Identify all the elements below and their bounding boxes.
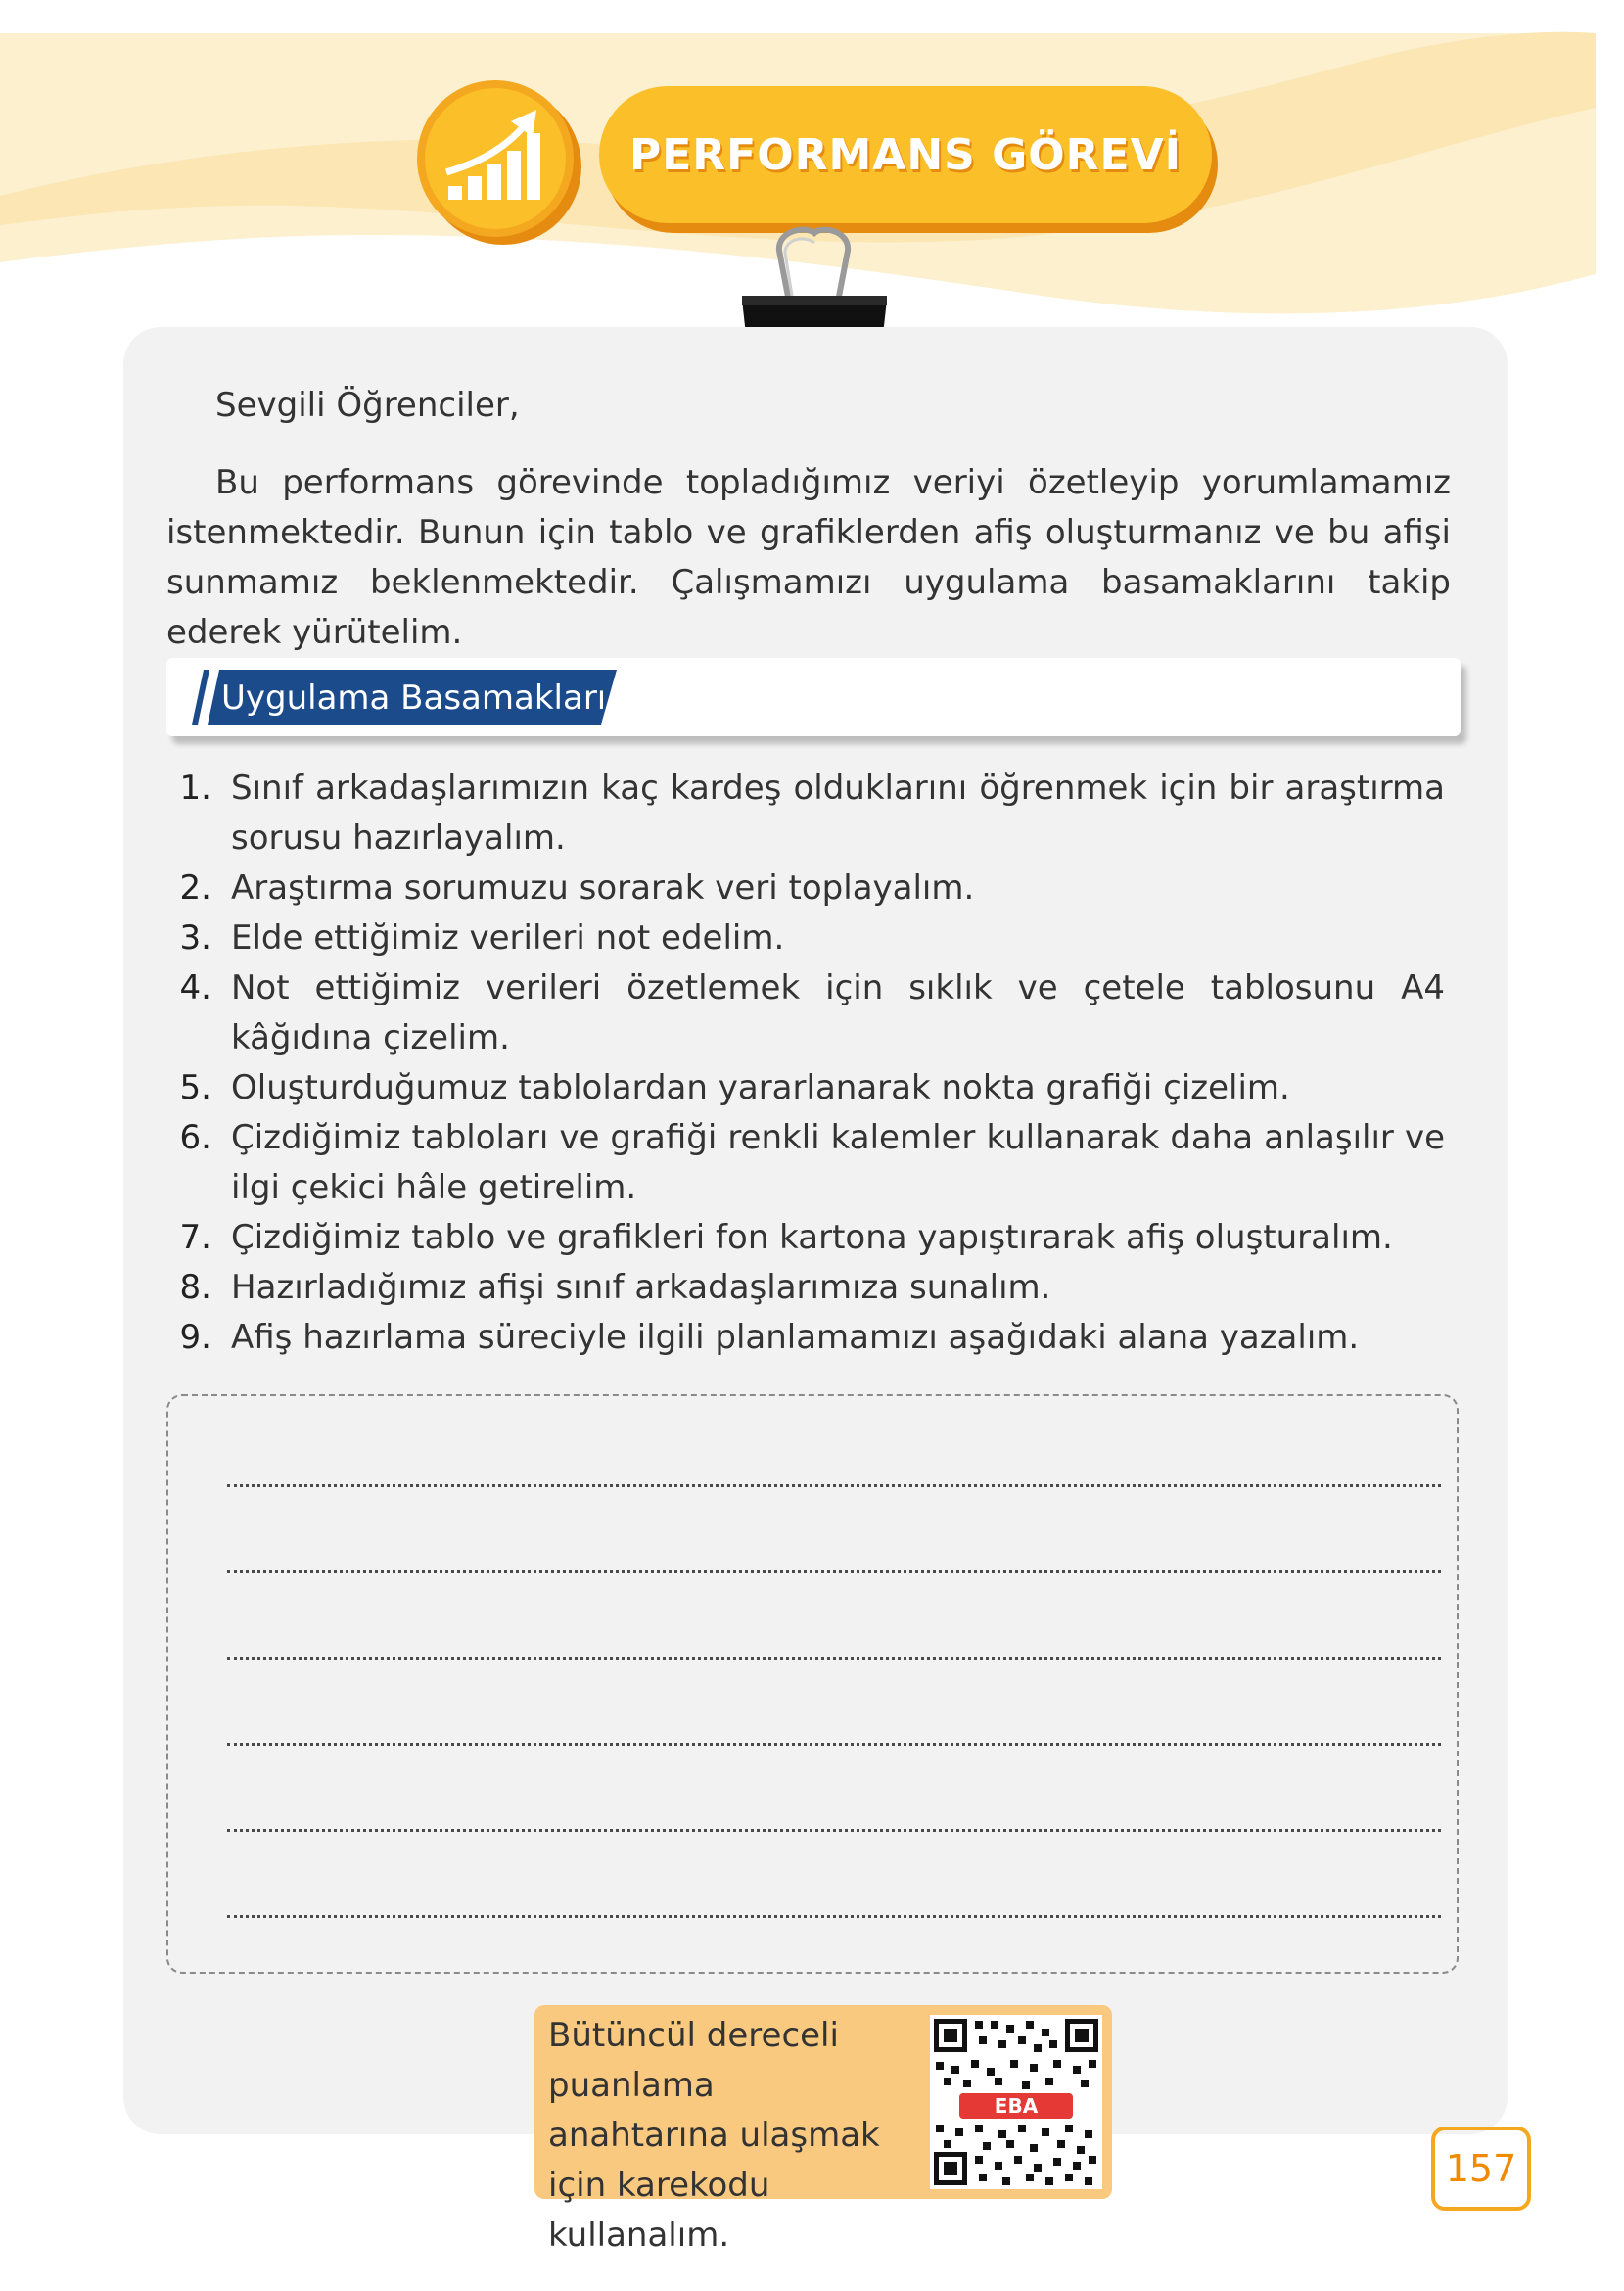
- performance-icon-badge: [417, 80, 574, 237]
- step-number: 7.: [179, 1218, 211, 1257]
- step-number: 6.: [179, 1118, 211, 1157]
- qr-note-text: Bütüncül dereceli puanlama anahtarına ulaşmak için karekodu kullanalım.: [548, 2016, 880, 2255]
- step-text: Sınıf arkadaşlarımızın kaç kardeş olduklarını öğrenmek için bir araştırma sorusu hazırlayalım.: [231, 769, 1445, 858]
- greeting: Sevgili Öğrenciler,: [215, 386, 520, 425]
- steps-list: [172, 764, 1445, 1363]
- step-text: Not ettiğimiz verileri özetlemek için sıklık ve çetele tablosunu A4 kâğıdına çizelim.: [231, 968, 1445, 1057]
- step-item: [172, 1113, 1445, 1213]
- writing-line[interactable]: [227, 1743, 1441, 1746]
- step-number: 5.: [179, 1068, 211, 1107]
- step-item: [172, 1213, 1445, 1263]
- qr-note-box: [534, 2005, 1112, 2255]
- step-text: Afiş hazırlama süreciyle ilgili planlamamızı aşağıdaki alana yazalım.: [231, 1318, 1360, 1357]
- writing-line[interactable]: [227, 1484, 1441, 1487]
- qr-code-icon[interactable]: [930, 2015, 1102, 2189]
- step-text: Çizdiğimiz tabloları ve grafiği renkli kalemler kullanarak daha anlaşılır ve ilgi çekici hâle getirelim.: [231, 1118, 1445, 1207]
- step-number: 2.: [179, 868, 211, 908]
- step-number: 4.: [179, 968, 211, 1007]
- step-text: Çizdiğimiz tablo ve grafikleri fon kartona yapıştırarak afiş oluşturalım.: [231, 1218, 1393, 1257]
- step-number: 3.: [179, 918, 211, 958]
- step-item: [172, 764, 1445, 864]
- writing-line[interactable]: [227, 1915, 1441, 1918]
- step-number: 1.: [179, 769, 211, 808]
- planning-writing-area[interactable]: [166, 1394, 1459, 1974]
- step-number: 9.: [179, 1318, 211, 1357]
- step-item: [172, 864, 1445, 913]
- step-item: [172, 1263, 1445, 1313]
- steps-section-header: [166, 658, 1461, 736]
- growth-chart-icon: [442, 104, 550, 211]
- step-text: Elde ettiğimiz verileri not edelim.: [231, 918, 785, 958]
- step-number: 8.: [179, 1268, 211, 1307]
- step-item: [172, 913, 1445, 963]
- page-title: PERFORMANS GÖREVİ: [599, 86, 1212, 223]
- intro-paragraph: Bu performans görevinde topladığımız veriyi özetleyip yorumlamamız istenmektedir. Bunun için tablo ve grafiklerden afiş oluşturmanız ve bu afişi sunmamız beklenmektedir. Çalışmamızı uygulama basamaklarını takip ederek yürütelim.: [166, 463, 1451, 652]
- writing-line[interactable]: [227, 1570, 1441, 1573]
- step-item: [172, 1063, 1445, 1113]
- qr-logo-label: EBA: [994, 2094, 1039, 2118]
- steps-section-title: Uygulama Basamakları: [221, 678, 607, 718]
- step-text: Araştırma sorumuzu sorarak veri toplayalım.: [231, 868, 975, 908]
- step-item: [172, 1313, 1445, 1363]
- writing-line[interactable]: [227, 1829, 1441, 1832]
- writing-line[interactable]: [227, 1657, 1441, 1660]
- step-item: [172, 963, 1445, 1063]
- page-number: 157: [1431, 2127, 1531, 2211]
- step-text: Hazırladığımız afişi sınıf arkadaşlarımıza sunalım.: [231, 1268, 1051, 1307]
- step-text: Oluşturduğumuz tablolardan yararlanarak nokta grafiği çizelim.: [231, 1068, 1290, 1107]
